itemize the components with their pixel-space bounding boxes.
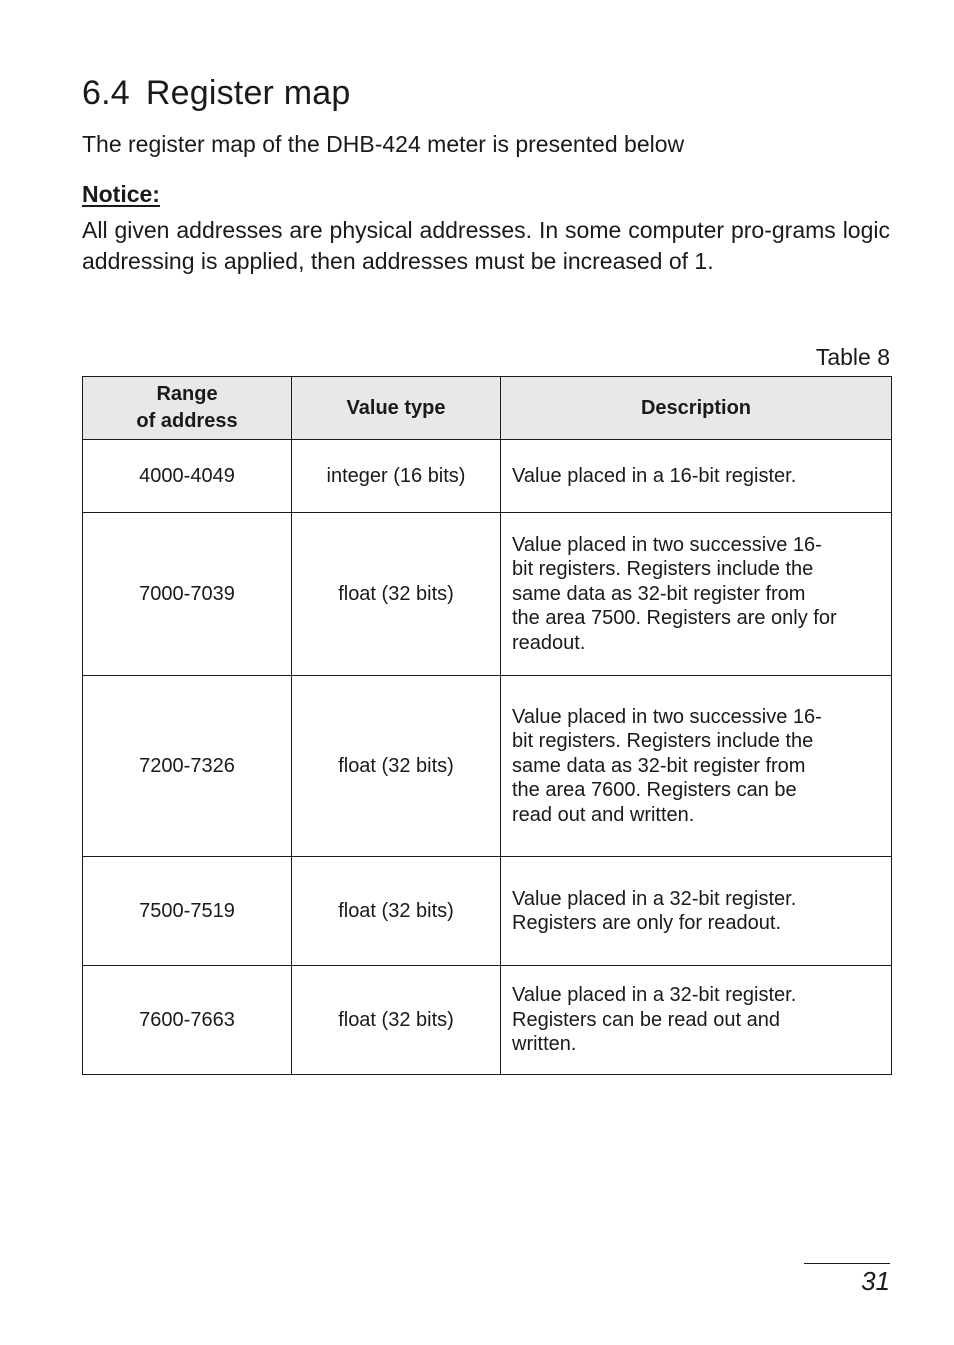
intro-paragraph: The register map of the DHB-424 meter is presented below — [82, 131, 685, 157]
cell-range: 7500-7519 — [83, 857, 292, 966]
cell-value-type: float (32 bits) — [292, 857, 501, 966]
cell-range: 7600-7663 — [83, 966, 292, 1075]
description-text: Value placed in two successive 16- bit registers. Registers include the same data as 32-bit register from the area 7500. Registers are only for readout. — [512, 533, 837, 654]
register-map-table — [82, 376, 892, 1075]
cell-description — [501, 440, 892, 513]
table-row — [83, 440, 892, 513]
table-row — [83, 513, 892, 676]
cell-description — [501, 676, 892, 857]
table-row — [83, 966, 892, 1075]
header-value-type: Value type — [292, 377, 501, 440]
table-row — [83, 857, 892, 966]
table-header-row — [83, 377, 892, 440]
page-number-rule — [804, 1263, 890, 1264]
cell-description — [501, 857, 892, 966]
description-text: Value placed in a 32-bit register. Registers are only for readout. — [512, 887, 797, 934]
cell-value-type: float (32 bits) — [292, 676, 501, 857]
cell-value-type: float (32 bits) — [292, 513, 501, 676]
header-range-of-address — [83, 377, 292, 440]
header-description: Description — [501, 377, 892, 440]
table-caption: Table 8 — [815, 344, 890, 370]
notice-heading: Notice: — [82, 181, 160, 207]
description-text: Value placed in a 32-bit register. Registers can be read out and written. — [512, 984, 797, 1056]
header-range-line1: Range — [156, 383, 218, 405]
page-number: 31 — [861, 1266, 890, 1296]
table-row — [83, 676, 892, 857]
cell-description — [501, 513, 892, 676]
section-title — [82, 74, 350, 113]
description-text: Value placed in two successive 16- bit registers. Registers include the same data as 32-bit register from the area 7600. Registers can be read out and written. — [512, 705, 822, 826]
cell-value-type: float (32 bits) — [292, 966, 501, 1075]
cell-range: 7000-7039 — [83, 513, 292, 676]
cell-range: 4000-4049 — [83, 440, 292, 513]
header-range-line2: of address — [136, 410, 238, 432]
cell-range: 7200-7326 — [83, 676, 292, 857]
section-number: 6.4 — [82, 74, 130, 112]
cell-description — [501, 966, 892, 1075]
notice-text: All given addresses are physical addresses. In some computer pro-grams logic addressing is applied, then addresses must be increased of 1. — [82, 217, 890, 274]
section-title-text: Register map — [145, 74, 351, 112]
description-text: Value placed in a 16-bit register. — [512, 464, 797, 487]
cell-value-type: integer (16 bits) — [292, 440, 501, 513]
